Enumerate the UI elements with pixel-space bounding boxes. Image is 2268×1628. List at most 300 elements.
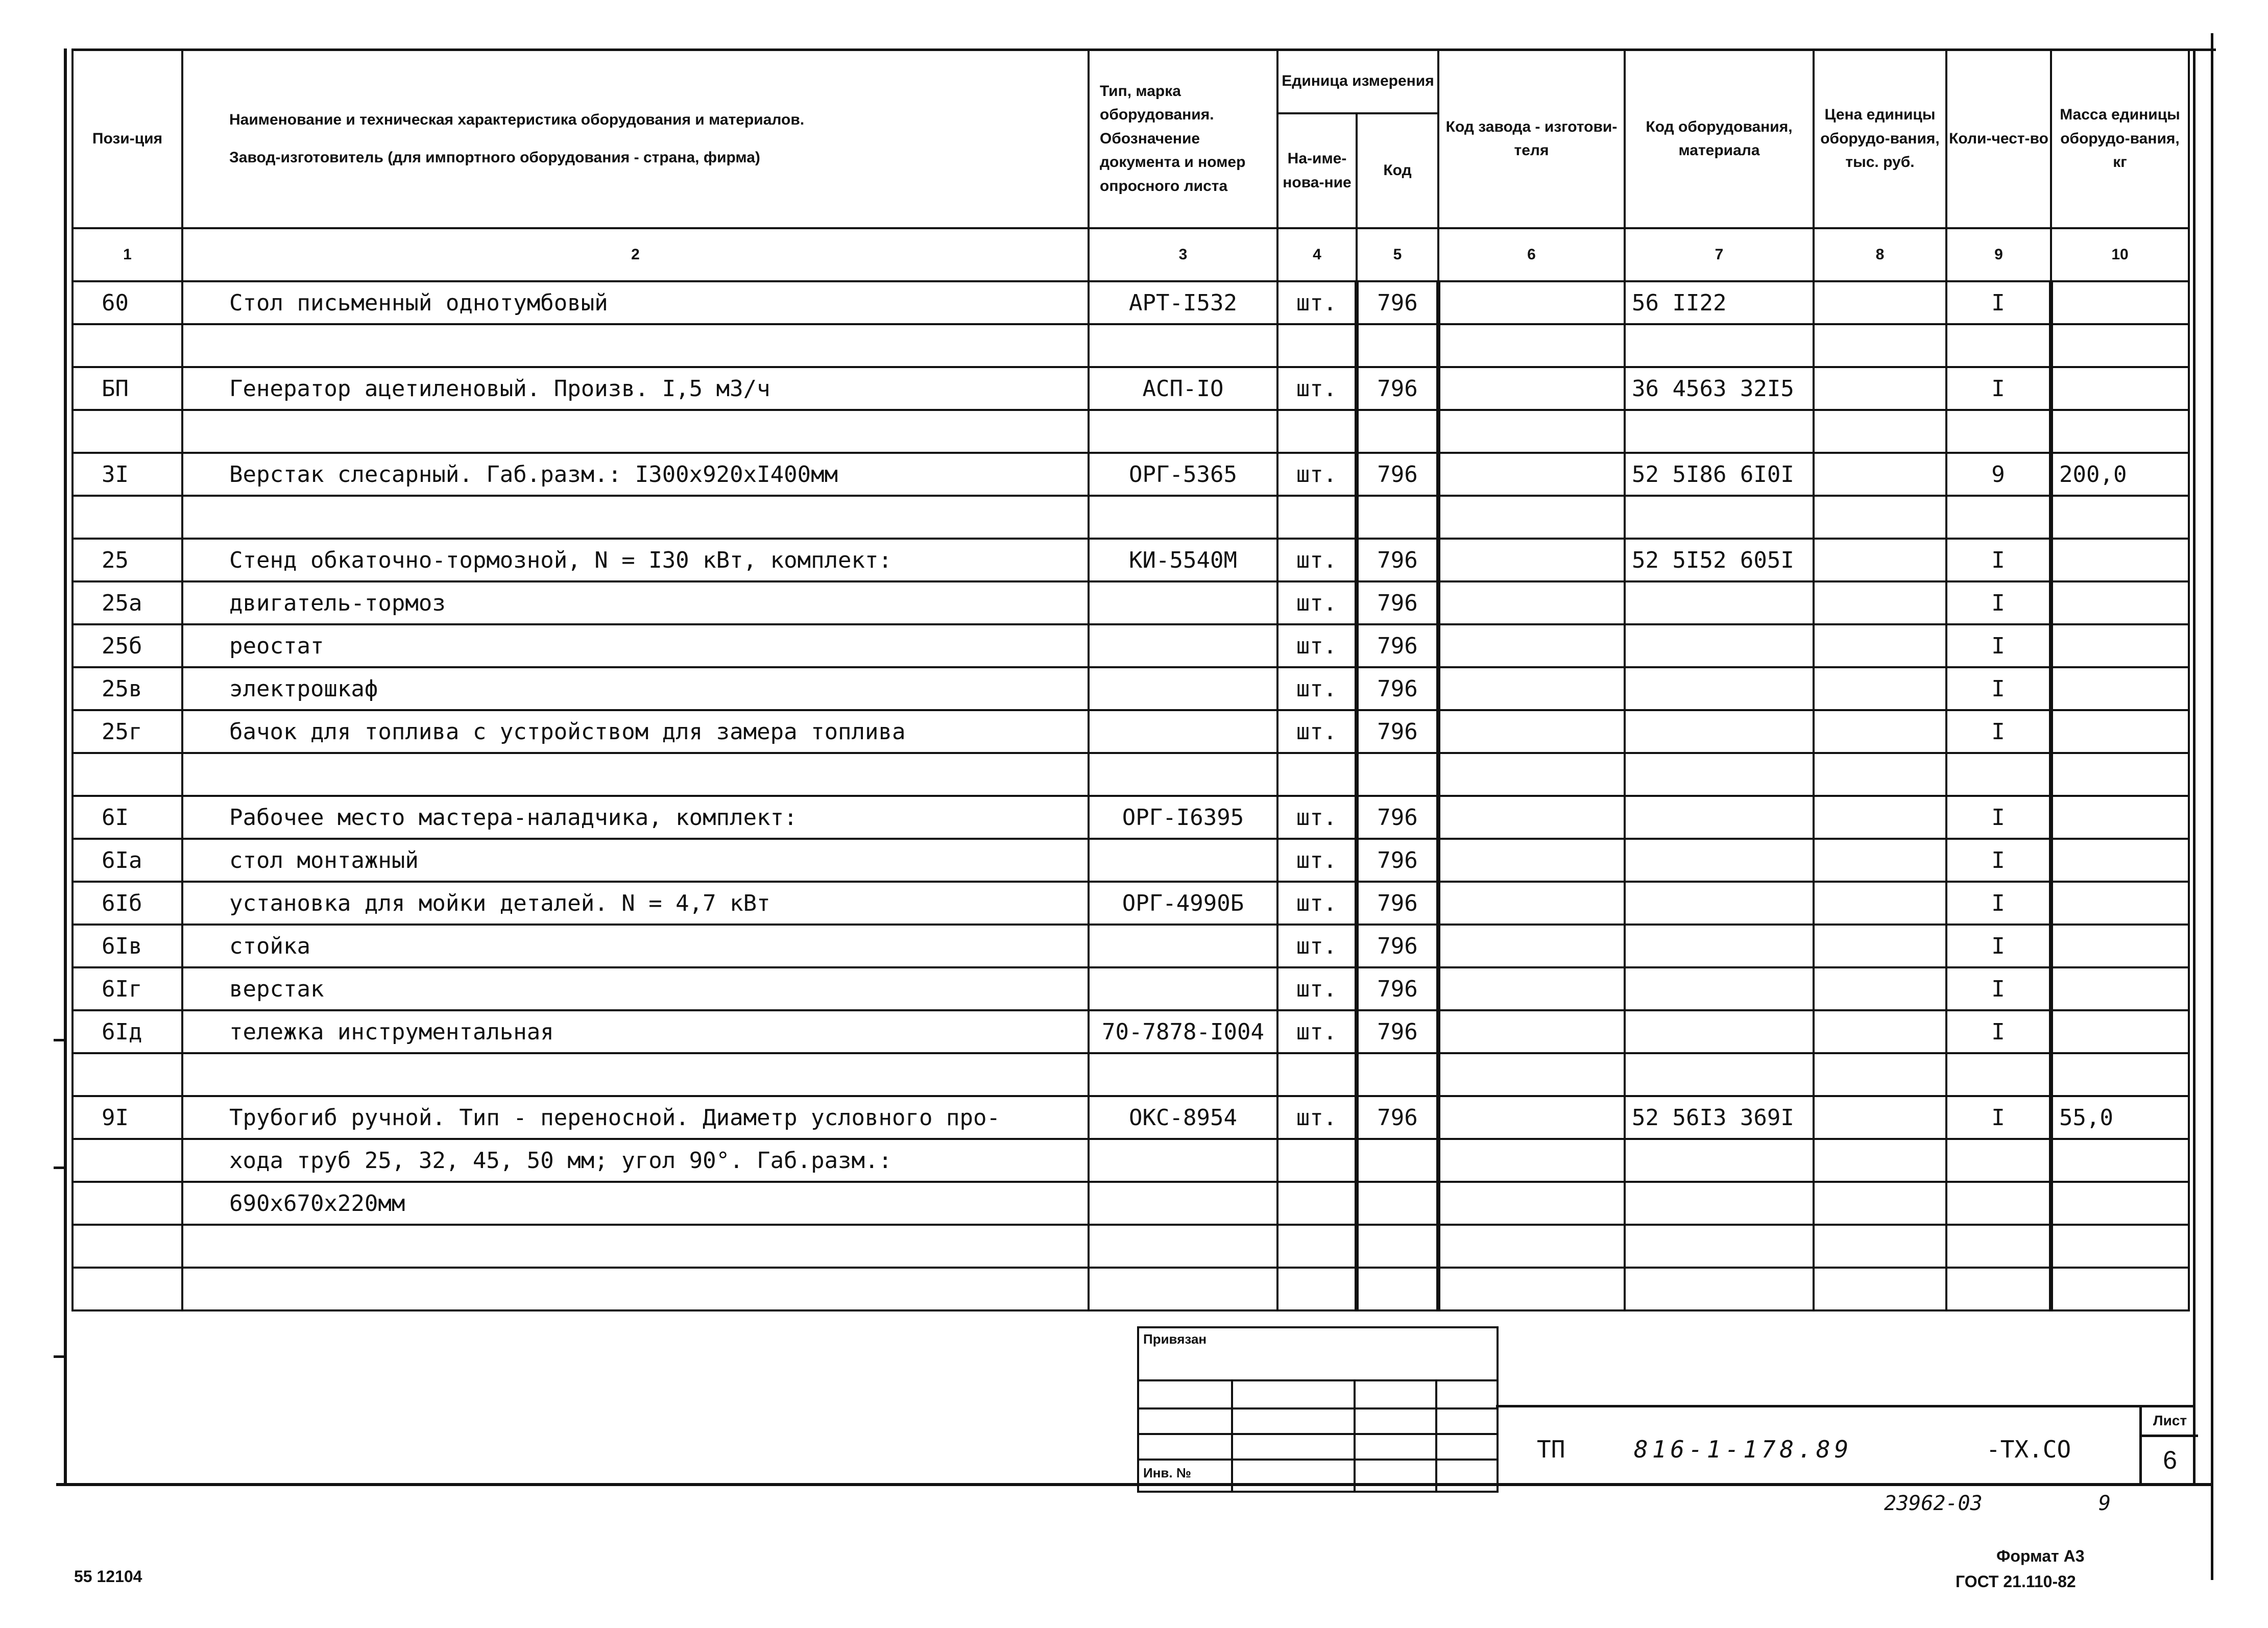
table-row — [73, 1053, 2189, 1096]
price-cell — [1814, 453, 1946, 496]
table-row — [73, 324, 2189, 367]
unit-name-cell: шт. — [1277, 624, 1357, 667]
equipment-code-cell: 52 5I52 605I — [1625, 539, 1814, 581]
unit-code-cell: 796 — [1357, 453, 1438, 496]
binding-stamp — [1137, 1326, 1499, 1493]
document-number: 816-1-178.89 — [1634, 1436, 1853, 1463]
table-row — [73, 1225, 2189, 1268]
price-cell — [1814, 1225, 1946, 1268]
header-unit-group: Единица измерения — [1277, 50, 1438, 113]
title-block-line — [1496, 1405, 2195, 1407]
unit-code-cell: 796 — [1357, 882, 1438, 925]
equipment-code-cell — [1625, 967, 1814, 1010]
name-cell — [182, 324, 1089, 367]
mass-cell — [2051, 796, 2189, 839]
position-cell: 6I — [73, 796, 182, 839]
margin-tick — [54, 1355, 65, 1358]
stamp-line — [1139, 1379, 1497, 1381]
archive-number: 23962-03 — [1884, 1492, 1983, 1515]
table-row — [73, 581, 2189, 624]
mass-cell — [2051, 1225, 2189, 1268]
unit-code-cell: 796 — [1357, 1096, 1438, 1139]
inventory-number-label: Инв. № — [1143, 1465, 1191, 1480]
position-cell: 6Iд — [73, 1010, 182, 1053]
quantity-cell — [1946, 753, 2051, 796]
quantity-cell: I — [1946, 925, 2051, 967]
equipment-specification-table — [71, 48, 2190, 1311]
equipment-code-cell — [1625, 496, 1814, 539]
quantity-cell: I — [1946, 367, 2051, 410]
price-cell — [1814, 882, 1946, 925]
unit-code-cell: 796 — [1357, 624, 1438, 667]
mass-cell — [2051, 753, 2189, 796]
mass-cell — [2051, 324, 2189, 367]
factory-code-cell — [1438, 324, 1625, 367]
document-suffix: -ТХ.СО — [1986, 1436, 2071, 1463]
type-cell — [1089, 967, 1277, 1010]
unit-name-cell: шт. — [1277, 453, 1357, 496]
factory-code-cell — [1438, 539, 1625, 581]
quantity-cell: I — [1946, 539, 2051, 581]
price-cell — [1814, 1010, 1946, 1053]
factory-code-cell — [1438, 581, 1625, 624]
position-cell — [73, 1268, 182, 1310]
factory-code-cell — [1438, 1010, 1625, 1053]
equipment-code-cell: 36 4563 32I5 — [1625, 367, 1814, 410]
unit-code-cell: 796 — [1357, 667, 1438, 710]
unit-code-cell — [1357, 1139, 1438, 1182]
equipment-code-cell: 52 56I3 369I — [1625, 1096, 1814, 1139]
table-row — [73, 410, 2189, 453]
position-cell — [73, 496, 182, 539]
quantity-cell: I — [1946, 667, 2051, 710]
quantity-cell: I — [1946, 581, 2051, 624]
column-number: 5 — [1357, 228, 1438, 281]
table-row — [73, 1010, 2189, 1053]
equipment-code-cell — [1625, 1010, 1814, 1053]
type-cell: ОРГ-I6395 — [1089, 796, 1277, 839]
quantity-cell: 9 — [1946, 453, 2051, 496]
unit-code-cell — [1357, 496, 1438, 539]
factory-code-cell — [1438, 1268, 1625, 1310]
position-cell — [73, 410, 182, 453]
factory-code-cell — [1438, 281, 1625, 324]
table-row — [73, 1139, 2189, 1182]
type-cell: ОРГ-4990Б — [1089, 882, 1277, 925]
name-cell: стол монтажный — [182, 839, 1089, 882]
equipment-code-cell — [1625, 1182, 1814, 1225]
unit-code-cell — [1357, 1182, 1438, 1225]
unit-code-cell — [1357, 1225, 1438, 1268]
type-cell: ОРГ-5365 — [1089, 453, 1277, 496]
factory-code-cell — [1438, 1182, 1625, 1225]
position-cell — [73, 1139, 182, 1182]
unit-name-cell — [1277, 753, 1357, 796]
equipment-code-cell — [1625, 796, 1814, 839]
unit-code-cell: 796 — [1357, 367, 1438, 410]
unit-code-cell: 796 — [1357, 967, 1438, 1010]
equipment-code-cell — [1625, 667, 1814, 710]
mass-cell — [2051, 581, 2189, 624]
position-cell: 60 — [73, 281, 182, 324]
unit-name-cell: шт. — [1277, 796, 1357, 839]
mass-cell — [2051, 839, 2189, 882]
name-cell — [182, 1053, 1089, 1096]
quantity-cell — [1946, 1225, 2051, 1268]
unit-code-cell: 796 — [1357, 1010, 1438, 1053]
unit-code-cell — [1357, 410, 1438, 453]
table-row — [73, 925, 2189, 967]
quantity-cell — [1946, 410, 2051, 453]
table-row — [73, 753, 2189, 796]
frame-bottom-line — [56, 1483, 2211, 1486]
price-cell — [1814, 624, 1946, 667]
factory-code-cell — [1438, 839, 1625, 882]
table-row — [73, 496, 2189, 539]
stamp-line — [1231, 1380, 1233, 1491]
mass-cell — [2051, 710, 2189, 753]
unit-name-cell — [1277, 496, 1357, 539]
quantity-cell: I — [1946, 710, 2051, 753]
unit-code-cell — [1357, 753, 1438, 796]
name-cell: тележка инструментальная — [182, 1010, 1089, 1053]
quantity-cell — [1946, 324, 2051, 367]
name-cell: стойка — [182, 925, 1089, 967]
factory-code-cell — [1438, 624, 1625, 667]
equipment-code-cell — [1625, 753, 1814, 796]
quantity-cell: I — [1946, 967, 2051, 1010]
column-number: 10 — [2051, 228, 2189, 281]
mass-cell — [2051, 539, 2189, 581]
equipment-code-cell — [1625, 410, 1814, 453]
type-cell — [1089, 925, 1277, 967]
name-cell: электрошкаф — [182, 667, 1089, 710]
unit-name-cell: шт. — [1277, 667, 1357, 710]
factory-code-cell — [1438, 796, 1625, 839]
name-cell: Рабочее место мастера-наладчика, комплект: — [182, 796, 1089, 839]
gost-reference: ГОСТ 21.110-82 — [1956, 1572, 2076, 1591]
name-cell: бачок для топлива с устройством для замера топлива — [182, 710, 1089, 753]
equipment-code-cell — [1625, 1053, 1814, 1096]
type-cell: АРТ-I532 — [1089, 281, 1277, 324]
column-number: 3 — [1089, 228, 1277, 281]
type-cell — [1089, 1053, 1277, 1096]
name-cell: верстак — [182, 967, 1089, 1010]
header-unit-price: Цена единицы оборудо-вания, тыс. руб. — [1814, 50, 1946, 228]
unit-code-cell: 796 — [1357, 539, 1438, 581]
unit-code-cell: 796 — [1357, 925, 1438, 967]
unit-code-cell: 796 — [1357, 581, 1438, 624]
header-quantity: Коли-чест-во — [1946, 50, 2051, 228]
price-cell — [1814, 710, 1946, 753]
factory-code-cell — [1438, 496, 1625, 539]
position-cell — [73, 1225, 182, 1268]
header-name-line2: Завод-изготовитель (для импортного оборудования - страна, фирма) — [229, 149, 760, 166]
header-equipment-code: Код оборудования, материала — [1625, 50, 1814, 228]
name-cell — [182, 1268, 1089, 1310]
table-row — [73, 839, 2189, 882]
factory-code-cell — [1438, 967, 1625, 1010]
header-position: Пози-ция — [73, 50, 182, 228]
header-unit-name: На-име-нова-ние — [1277, 113, 1357, 228]
mass-cell — [2051, 925, 2189, 967]
column-number: 2 — [182, 228, 1089, 281]
position-cell: БП — [73, 367, 182, 410]
type-cell: АСП-IO — [1089, 367, 1277, 410]
quantity-cell: I — [1946, 796, 2051, 839]
mass-cell: 200,0 — [2051, 453, 2189, 496]
column-number: 7 — [1625, 228, 1814, 281]
quantity-cell — [1946, 1182, 2051, 1225]
price-cell — [1814, 796, 1946, 839]
price-cell — [1814, 1096, 1946, 1139]
column-number: 6 — [1438, 228, 1625, 281]
bound-label: Привязан — [1143, 1331, 1207, 1347]
mass-cell — [2051, 967, 2189, 1010]
type-cell: 70-7878-I004 — [1089, 1010, 1277, 1053]
frame-inner-right-line — [2193, 48, 2195, 1486]
position-cell — [73, 1182, 182, 1225]
quantity-cell: I — [1946, 1096, 2051, 1139]
sheet-number: 6 — [2163, 1446, 2177, 1474]
unit-code-cell: 796 — [1357, 281, 1438, 324]
sheet-label: Лист — [2142, 1406, 2198, 1437]
unit-name-cell: шт. — [1277, 882, 1357, 925]
header-name — [182, 50, 1089, 228]
price-cell — [1814, 1053, 1946, 1096]
mass-cell — [2051, 1182, 2189, 1225]
position-cell: 25в — [73, 667, 182, 710]
mass-cell — [2051, 1268, 2189, 1310]
name-cell: Генератор ацетиленовый. Произв. I,5 м3/ч — [182, 367, 1089, 410]
mass-cell — [2051, 281, 2189, 324]
name-cell — [182, 753, 1089, 796]
equipment-code-cell: 56 II22 — [1625, 281, 1814, 324]
quantity-cell: I — [1946, 839, 2051, 882]
position-cell — [73, 324, 182, 367]
unit-name-cell — [1277, 1182, 1357, 1225]
form-code: 55 12104 — [74, 1567, 142, 1586]
unit-name-cell: шт. — [1277, 581, 1357, 624]
position-cell — [73, 753, 182, 796]
table-row — [73, 624, 2189, 667]
equipment-code-cell — [1625, 324, 1814, 367]
unit-name-cell — [1277, 324, 1357, 367]
mass-cell — [2051, 1053, 2189, 1096]
quantity-cell: I — [1946, 624, 2051, 667]
table-row — [73, 281, 2189, 324]
mass-cell — [2051, 624, 2189, 667]
factory-code-cell — [1438, 367, 1625, 410]
unit-name-cell: шт. — [1277, 1096, 1357, 1139]
type-cell — [1089, 1139, 1277, 1182]
name-cell — [182, 1225, 1089, 1268]
quantity-cell: I — [1946, 281, 2051, 324]
mass-cell — [2051, 1139, 2189, 1182]
factory-code-cell — [1438, 925, 1625, 967]
price-cell — [1814, 667, 1946, 710]
unit-name-cell — [1277, 410, 1357, 453]
equipment-code-cell — [1625, 710, 1814, 753]
unit-code-cell — [1357, 1053, 1438, 1096]
type-cell: ОКС-8954 — [1089, 1096, 1277, 1139]
table-row — [73, 967, 2189, 1010]
type-cell — [1089, 496, 1277, 539]
name-cell — [182, 496, 1089, 539]
unit-name-cell: шт. — [1277, 367, 1357, 410]
quantity-cell: I — [1946, 882, 2051, 925]
factory-code-cell — [1438, 1053, 1625, 1096]
name-cell: установка для мойки деталей. N = 4,7 кВт — [182, 882, 1089, 925]
position-cell: 6Iб — [73, 882, 182, 925]
factory-code-cell — [1438, 753, 1625, 796]
factory-code-cell — [1438, 667, 1625, 710]
factory-code-cell — [1438, 1225, 1625, 1268]
equipment-code-cell — [1625, 1139, 1814, 1182]
price-cell — [1814, 496, 1946, 539]
unit-name-cell: шт. — [1277, 925, 1357, 967]
header-unit-code: Код — [1357, 113, 1438, 228]
mass-cell — [2051, 667, 2189, 710]
name-cell: двигатель-тормоз — [182, 581, 1089, 624]
type-cell — [1089, 710, 1277, 753]
price-cell — [1814, 324, 1946, 367]
table-row — [73, 882, 2189, 925]
equipment-code-cell — [1625, 839, 1814, 882]
type-cell — [1089, 1182, 1277, 1225]
quantity-cell — [1946, 496, 2051, 539]
unit-name-cell: шт. — [1277, 539, 1357, 581]
column-number: 9 — [1946, 228, 2051, 281]
position-cell: 25г — [73, 710, 182, 753]
column-number-row — [73, 228, 2189, 281]
position-cell: 25 — [73, 539, 182, 581]
type-cell — [1089, 667, 1277, 710]
mass-cell: 55,0 — [2051, 1096, 2189, 1139]
position-cell — [73, 1053, 182, 1096]
stamp-line — [1139, 1407, 1497, 1410]
header-factory-code: Код завода - изготови-теля — [1438, 50, 1625, 228]
mass-cell — [2051, 496, 2189, 539]
price-cell — [1814, 1182, 1946, 1225]
stamp-line — [1435, 1380, 1437, 1491]
factory-code-cell — [1438, 882, 1625, 925]
unit-name-cell: шт. — [1277, 967, 1357, 1010]
header-name-line1: Наименование и техническая характеристика оборудования и материалов. — [229, 111, 805, 128]
unit-name-cell — [1277, 1053, 1357, 1096]
table-row — [73, 796, 2189, 839]
price-cell — [1814, 410, 1946, 453]
type-cell — [1089, 324, 1277, 367]
column-number: 4 — [1277, 228, 1357, 281]
unit-name-cell — [1277, 1225, 1357, 1268]
price-cell — [1814, 753, 1946, 796]
table-row — [73, 1182, 2189, 1225]
name-cell — [182, 410, 1089, 453]
mass-cell — [2051, 1010, 2189, 1053]
table-row — [73, 539, 2189, 581]
equipment-code-cell: 52 5I86 6I0I — [1625, 453, 1814, 496]
factory-code-cell — [1438, 710, 1625, 753]
equipment-code-cell — [1625, 581, 1814, 624]
quantity-cell — [1946, 1053, 2051, 1096]
table-row — [73, 1268, 2189, 1310]
stamp-line — [1139, 1459, 1497, 1461]
unit-name-cell: шт. — [1277, 281, 1357, 324]
name-cell: Трубогиб ручной. Тип - переносной. Диаметр условного про- — [182, 1096, 1089, 1139]
margin-tick — [54, 1167, 65, 1169]
position-cell: 25б — [73, 624, 182, 667]
name-cell: реостат — [182, 624, 1089, 667]
price-cell — [1814, 925, 1946, 967]
frame-left-line — [64, 48, 67, 1485]
mass-cell — [2051, 410, 2189, 453]
unit-code-cell: 796 — [1357, 839, 1438, 882]
equipment-code-cell — [1625, 624, 1814, 667]
equipment-code-cell — [1625, 925, 1814, 967]
unit-code-cell: 796 — [1357, 796, 1438, 839]
name-cell: 690x670x220мм — [182, 1182, 1089, 1225]
table-row — [73, 667, 2189, 710]
position-cell: 6Iа — [73, 839, 182, 882]
mass-cell — [2051, 367, 2189, 410]
type-cell — [1089, 624, 1277, 667]
unit-code-cell: 796 — [1357, 710, 1438, 753]
table-row — [73, 710, 2189, 753]
factory-code-cell — [1438, 1139, 1625, 1182]
factory-code-cell — [1438, 410, 1625, 453]
type-cell — [1089, 1268, 1277, 1310]
archive-sheet: 9 — [2098, 1492, 2111, 1515]
price-cell — [1814, 367, 1946, 410]
column-number: 1 — [73, 228, 182, 281]
type-cell — [1089, 753, 1277, 796]
type-cell — [1089, 839, 1277, 882]
factory-code-cell — [1438, 1096, 1625, 1139]
equipment-code-cell — [1625, 1225, 1814, 1268]
type-cell — [1089, 581, 1277, 624]
header-type: Тип, марка оборудования. Обозначение документа и номер опросного листа — [1089, 50, 1277, 228]
stamp-line — [1354, 1380, 1356, 1491]
unit-code-cell — [1357, 324, 1438, 367]
price-cell — [1814, 581, 1946, 624]
price-cell — [1814, 1139, 1946, 1182]
position-cell: 25а — [73, 581, 182, 624]
name-cell: Стенд обкаточно-тормозной, N = I30 кВт, комплект: — [182, 539, 1089, 581]
type-cell — [1089, 1225, 1277, 1268]
mass-cell — [2051, 882, 2189, 925]
paper-format: Формат А3 — [1996, 1547, 2085, 1565]
position-cell: 6Iг — [73, 967, 182, 1010]
name-cell: Верстак слесарный. Габ.разм.: I300x920xI400мм — [182, 453, 1089, 496]
type-cell — [1089, 410, 1277, 453]
price-cell — [1814, 967, 1946, 1010]
table-row — [73, 1096, 2189, 1139]
stamp-line — [1139, 1433, 1497, 1435]
frame-right-line — [2211, 33, 2213, 1580]
unit-name-cell: шт. — [1277, 710, 1357, 753]
document-prefix: ТП — [1537, 1436, 1565, 1463]
column-number: 8 — [1814, 228, 1946, 281]
table-row — [73, 453, 2189, 496]
type-cell: КИ-5540М — [1089, 539, 1277, 581]
price-cell — [1814, 1268, 1946, 1310]
factory-code-cell — [1438, 453, 1625, 496]
quantity-cell — [1946, 1268, 2051, 1310]
price-cell — [1814, 839, 1946, 882]
unit-code-cell — [1357, 1268, 1438, 1310]
unit-name-cell: шт. — [1277, 839, 1357, 882]
